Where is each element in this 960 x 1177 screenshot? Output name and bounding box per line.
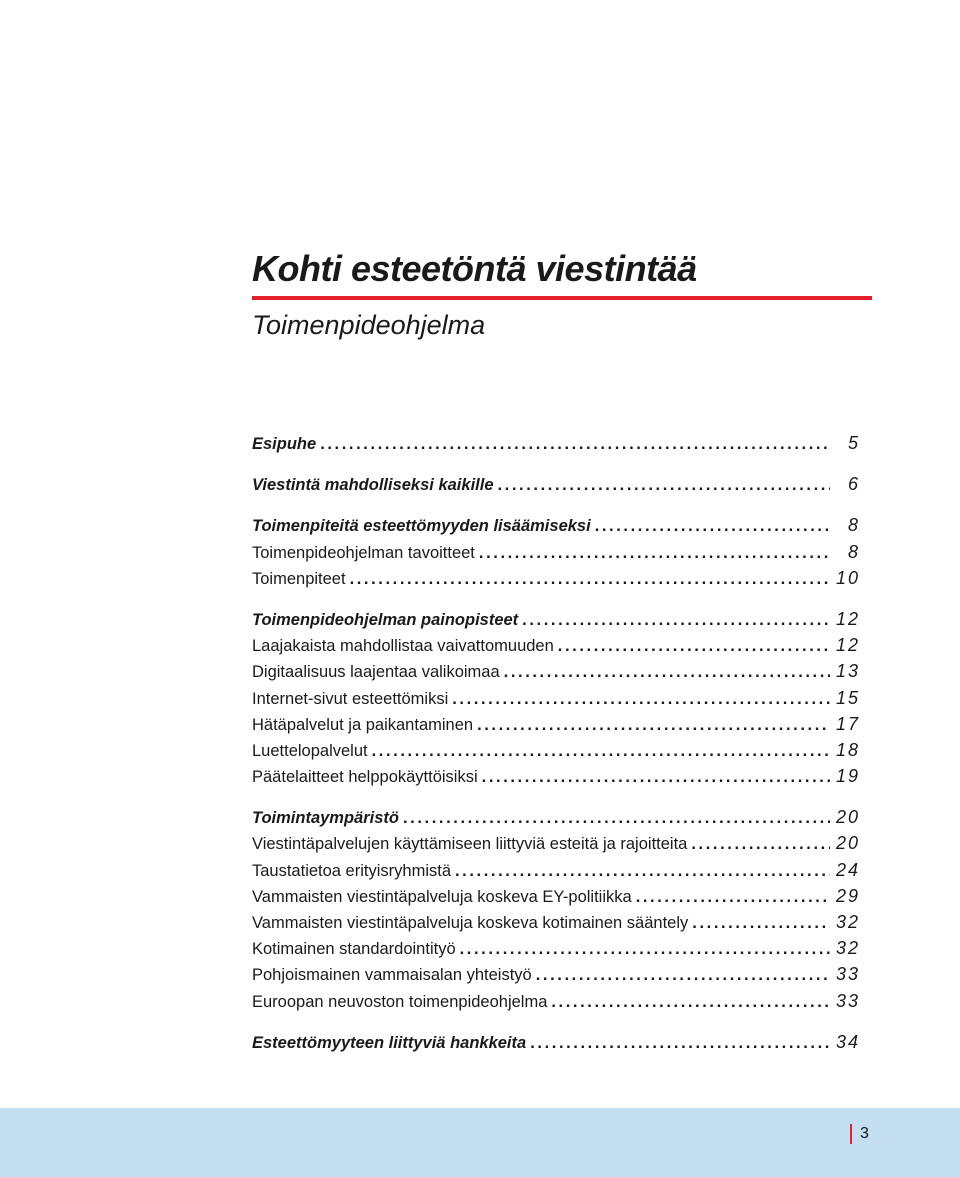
toc-entry-paatelaitteet[interactable] (252, 763, 860, 789)
toc-entry-viestinta-mahdolliseksi[interactable] (252, 471, 860, 497)
toc-label: Pohjoismainen vammaisalan yhteistyö (252, 966, 532, 985)
toc-entry-kotimainen-saantely[interactable] (252, 909, 860, 935)
toc-page: 33 (835, 990, 860, 1011)
toc-leader (595, 513, 830, 539)
toc-label: Taustatietoa erityisryhmistä (252, 861, 451, 880)
toc-page: 19 (835, 766, 860, 787)
toc-leader (522, 607, 830, 633)
toc-page: 8 (847, 515, 860, 536)
toc-label: Esipuhe (252, 435, 317, 453)
toc-label: Esteettömyyteen liittyviä hankkeita (252, 1033, 527, 1052)
toc-page: 18 (835, 739, 860, 760)
toc-entry-toimenpiteet[interactable] (252, 565, 860, 591)
toc-page: 12 (835, 635, 860, 656)
toc-leader (558, 633, 830, 659)
toc-entry-toimenpiteita[interactable] (252, 512, 860, 538)
toc-leader (636, 884, 830, 910)
toc-leader (477, 712, 830, 738)
toc-leader (530, 1030, 830, 1056)
toc-entry-esipuhe[interactable] (252, 430, 860, 456)
toc-page: 20 (835, 833, 860, 854)
toc-label: Vammaisten viestintäpalveluja koskeva kotimainen sääntely (252, 914, 689, 932)
toc-leader (692, 910, 830, 936)
toc-entry-painopisteet[interactable] (252, 606, 860, 632)
toc-leader (536, 962, 830, 988)
toc-entry-internet-sivut[interactable] (252, 685, 860, 711)
toc-leader (372, 738, 830, 764)
toc-label: Toimenpideohjelman tavoitteet (252, 543, 475, 562)
document-title: Kohti esteetöntä viestintää (252, 248, 697, 289)
toc-page: 32 (835, 938, 860, 959)
toc-page: 15 (835, 687, 860, 708)
toc-label: Luettelopalvelut (252, 741, 368, 760)
page-number (850, 1123, 869, 1145)
toc-page: 29 (835, 885, 860, 906)
toc-entry-toimintaymparisto[interactable] (252, 804, 860, 830)
toc-page: 17 (835, 713, 860, 734)
toc-label: Kotimainen standardointityö (252, 940, 456, 959)
toc-entry-luettelopalvelut[interactable] (252, 737, 860, 763)
toc-label: Vammaisten viestintäpalveluja koskeva EY-politiikka (252, 887, 632, 906)
document-subtitle: Toimenpideohjelma (252, 310, 486, 340)
toc-label: Internet-sivut esteettömiksi (252, 689, 449, 708)
toc-page: 34 (835, 1031, 860, 1052)
toc-page: 12 (835, 608, 860, 629)
toc-leader (350, 566, 830, 592)
title-block (252, 248, 872, 342)
toc-leader (551, 989, 830, 1015)
toc-leader (452, 686, 830, 712)
toc-page: 20 (835, 807, 860, 828)
toc-entry-esteita-rajoitteita[interactable] (252, 830, 860, 856)
toc-label: Euroopan neuvoston toimenpideohjelma (252, 992, 548, 1011)
toc-label: Toimenpiteitä esteettömyyden lisäämiseksi (252, 517, 591, 536)
toc-entry-tavoitteet[interactable] (252, 539, 860, 565)
toc-entry-ey-politiikka[interactable] (252, 883, 860, 909)
toc-leader (482, 764, 830, 790)
toc-leader (691, 831, 830, 857)
toc-label: Päätelaitteet helppokäyttöisiksi (252, 768, 478, 787)
toc-page: 32 (835, 912, 860, 932)
toc-page: 33 (835, 964, 860, 985)
toc-label: Hätäpalvelut ja paikantaminen (252, 715, 474, 734)
toc-label: Toimenpiteet (252, 569, 346, 588)
toc-entry-hankkeita[interactable] (252, 1029, 860, 1055)
toc-entry-hatapalvelut[interactable] (252, 711, 860, 737)
toc-label: Viestintäpalvelujen käyttämiseen liittyviä esteitä ja rajoitteita (252, 835, 688, 854)
toc-page: 10 (835, 567, 860, 588)
toc-label: Digitaalisuus laajentaa valikoimaa (252, 663, 500, 682)
toc-leader (498, 472, 831, 498)
toc-page: 8 (847, 541, 860, 562)
toc-label: Viestintä mahdolliseksi kaikille (252, 476, 494, 495)
page-number-accent-bar (850, 1124, 852, 1144)
table-of-contents (252, 430, 860, 1055)
toc-page: 24 (835, 859, 860, 880)
toc-leader (320, 431, 830, 457)
toc-label: Toimenpideohjelman painopisteet (252, 610, 519, 629)
toc-leader (403, 805, 830, 831)
toc-entry-laajakaista[interactable] (252, 632, 860, 658)
toc-page: 13 (835, 661, 860, 682)
toc-entry-standardointityo[interactable] (252, 935, 860, 961)
toc-label: Laajakaista mahdollistaa vaivattomuuden (252, 637, 554, 656)
toc-entry-taustatietoa[interactable] (252, 857, 860, 883)
title-rule (252, 296, 872, 300)
toc-leader (479, 540, 830, 566)
toc-leader (455, 858, 830, 884)
toc-page: 6 (847, 474, 860, 495)
toc-label: Toimintaympäristö (252, 809, 399, 828)
page-number-text: 3 (860, 1125, 869, 1142)
toc-entry-digitaalisuus[interactable] (252, 658, 860, 684)
toc-entry-euroopan-neuvosto[interactable] (252, 988, 860, 1014)
toc-page: 5 (847, 433, 860, 453)
footer-band (0, 1108, 960, 1177)
toc-entry-pohjoismainen[interactable] (252, 961, 860, 987)
toc-leader (460, 936, 830, 962)
toc-leader (504, 659, 830, 685)
